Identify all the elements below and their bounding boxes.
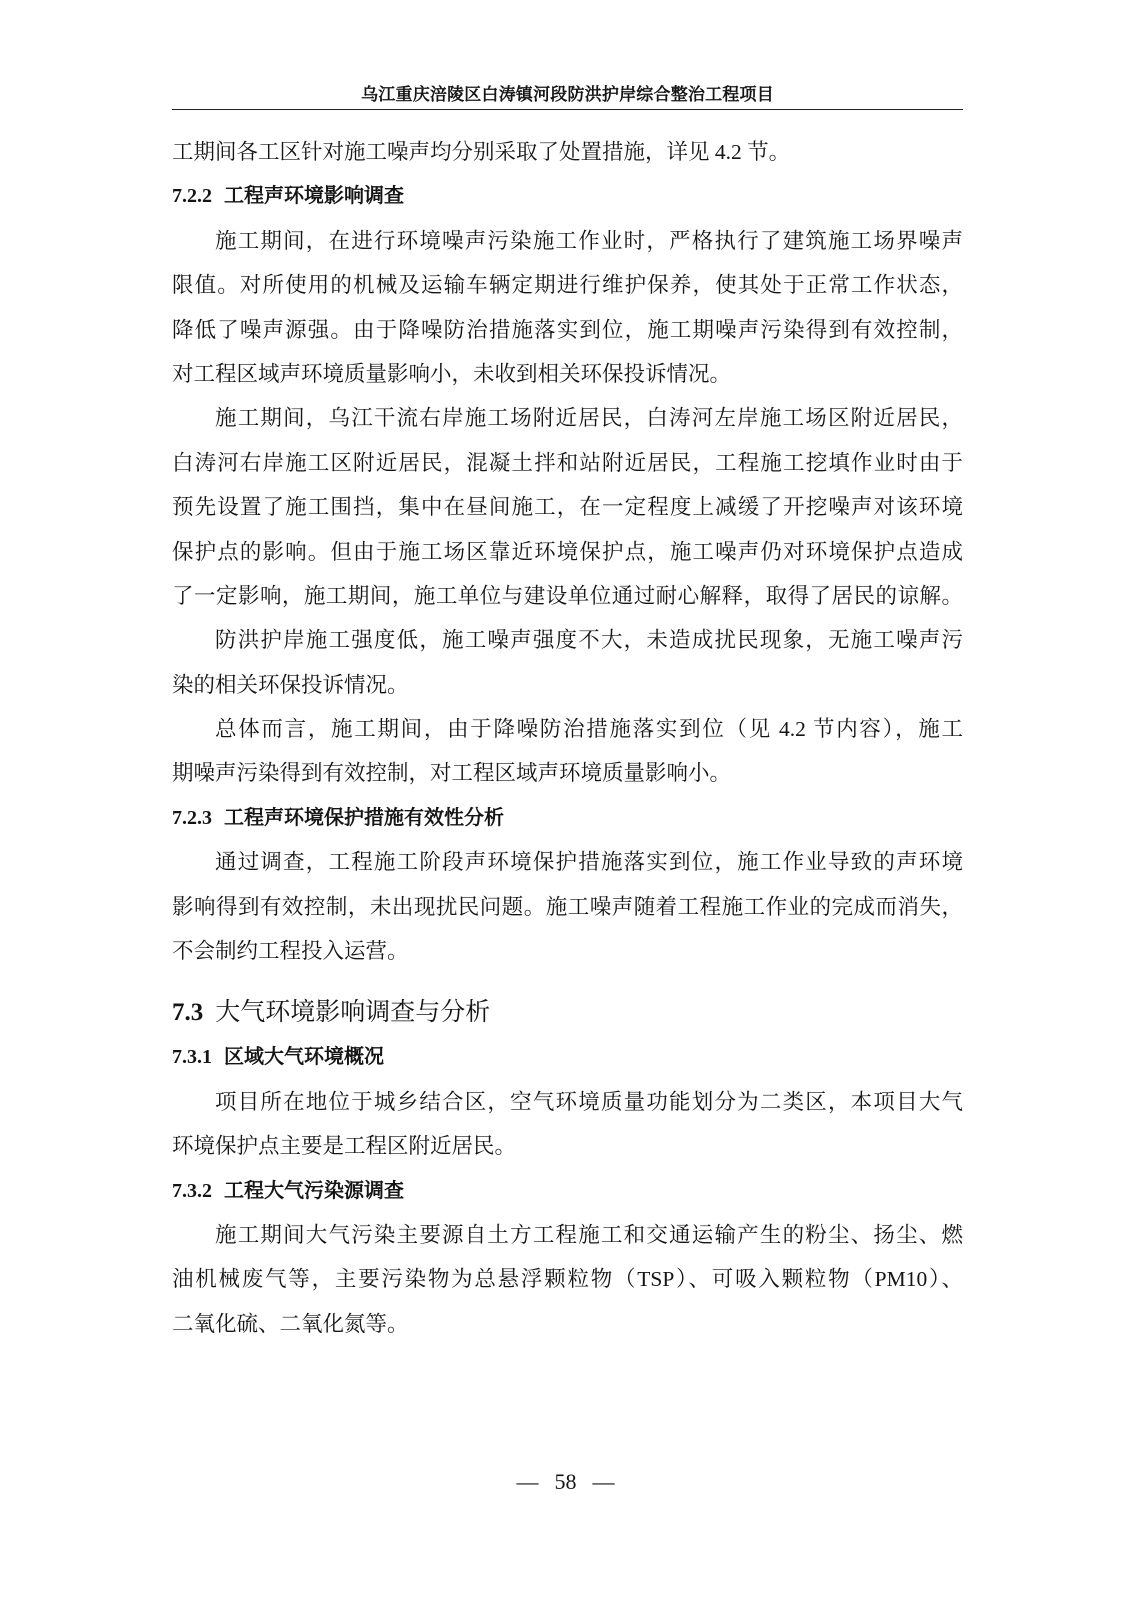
paragraph-line: 总体而言，施工期间，由于降噪防治措施落实到位（见 4.2 节内容），施工 [215,717,963,742]
paragraph-line: 项目所在地位于城乡结合区，空气环境质量功能划分为二类区，本项目大气 [215,1089,963,1114]
section-number: 7.2.3 [172,806,212,829]
section-title: 工程声环境影响调查 [224,185,404,208]
paragraph-line: 影响得到有效控制，未出现扰民问题。施工噪声随着工程施工作业的完成而消失， [172,894,963,919]
section-title: 工程声环境保护措施有效性分析 [224,806,504,829]
footer-dash-left: — [516,1469,539,1494]
paragraph [172,618,963,707]
paragraph-line: 限值。对所使用的机械及运输车辆定期进行维护保养，使其处于正常工作状态， [172,273,963,298]
paragraph-line: 了一定影响，施工期间，施工单位与建设单位通过耐心解释，取得了居民的谅解。 [172,583,963,608]
section-heading-7-3-1 [172,1035,963,1079]
running-header: 乌江重庆涪陵区白涛镇河段防洪护岸综合整治工程项目 [361,85,774,104]
section-number: 7.3.2 [172,1179,212,1202]
paragraph [172,219,963,397]
paragraph-line: 染的相关环保投诉情况。 [172,672,409,697]
section-title: 工程大气污染源调查 [224,1179,404,1202]
section-heading-7-3 [172,991,963,1035]
paragraph [172,1080,963,1169]
paragraph-line: 施工期间大气污染主要源自土方工程施工和交通运输产生的粉尘、扬尘、燃 [215,1222,963,1247]
paragraph-line: 通过调查，工程施工阶段声环境保护措施落实到位，施工作业导致的声环境 [215,850,963,875]
paragraph-line: 对工程区域声环境质量影响小，未收到相关环保投诉情况。 [172,361,732,386]
paragraph-line: 防洪护岸施工强度低，施工噪声强度不大，未造成扰民现象，无施工噪声污 [215,628,963,653]
paragraph-line: 施工期间，在进行环境噪声污染施工作业时，严格执行了建筑施工场界噪声 [215,228,963,253]
section-title: 大气环境影响调查与分析 [215,999,491,1027]
paragraph-line: 油机械废气等，主要污染物为总悬浮颗粒物（TSP）、可吸入颗粒物（PM10）、 [172,1267,963,1292]
page-body [172,130,963,1346]
paragraph-line: 不会制约工程投入运营。 [172,939,409,964]
paragraph-line: 白涛河右岸施工区附近居民，混凝土拌和站附近居民，工程施工挖填作业时由于 [172,450,963,475]
paragraph-line: 保护点的影响。但由于施工场区靠近环境保护点，施工噪声仍对环境保护点造成 [172,539,963,564]
section-heading-7-2-2 [172,174,963,218]
paragraph-line: 环境保护点主要是工程区附近居民。 [172,1134,517,1159]
section-heading-7-3-2 [172,1169,963,1213]
page-number: 58 [554,1469,577,1494]
paragraph [172,840,963,973]
section-heading-7-2-3 [172,796,963,840]
section-title: 区域大气环境概况 [224,1046,384,1069]
paragraph-line: 降低了噪声源强。由于降噪防治措施落实到位，施工期噪声污染得到有效控制， [172,317,963,342]
page-footer [0,1466,1131,1498]
section-number: 7.3.1 [172,1046,212,1069]
section-number: 7.3 [172,999,204,1027]
continuation-line: 工期间各工区针对施工噪声均分别采取了处置措施，详见 4.2 节。 [172,140,791,164]
section-number: 7.2.2 [172,185,212,208]
paragraph-line: 期噪声污染得到有效控制，对工程区域声环境质量影响小。 [172,761,732,786]
footer-dash-right: — [592,1469,615,1494]
paragraph-line: 施工期间，乌江干流右岸施工场附近居民，白涛河左岸施工场区附近居民， [215,406,963,431]
header-divider [172,109,963,110]
paragraph [172,707,963,796]
paragraph-line: 二氧化硫、二氧化氮等。 [172,1311,409,1336]
paragraph [172,1213,963,1346]
paragraph-line: 预先设置了施工围挡，集中在昼间施工，在一定程度上减缓了开挖噪声对该环境 [172,495,963,520]
paragraph [172,396,963,618]
